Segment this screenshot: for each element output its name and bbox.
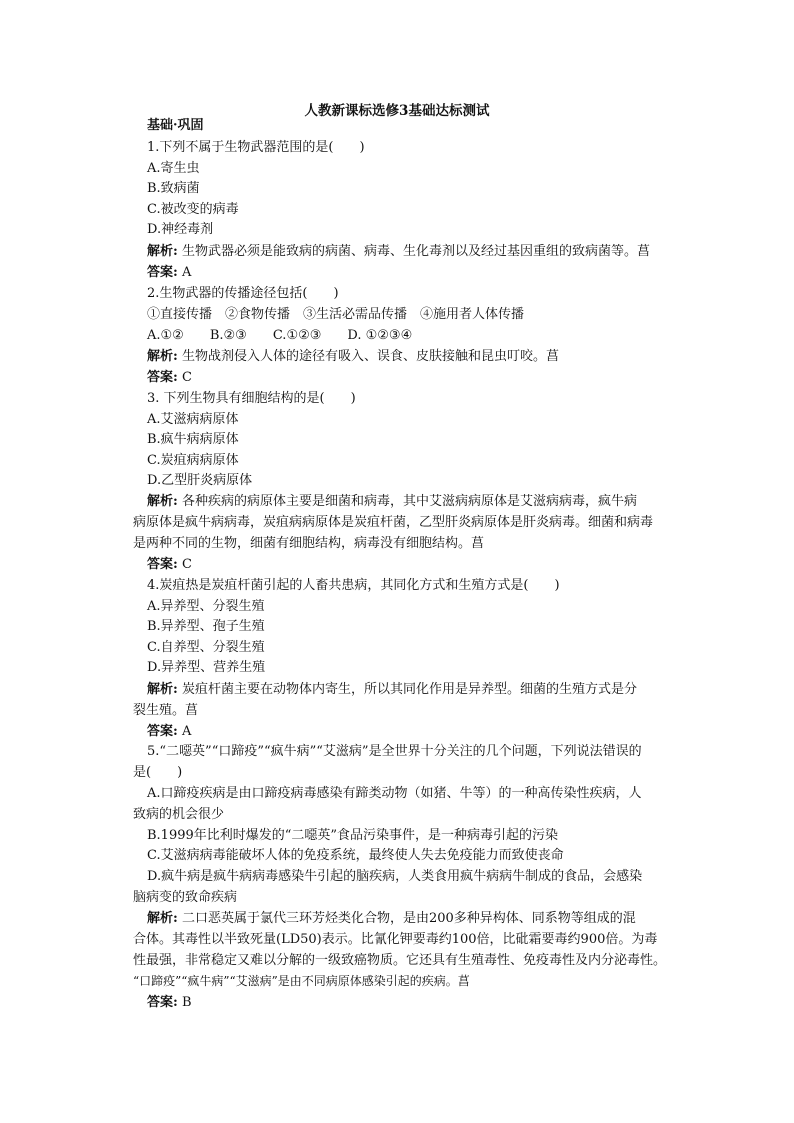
q3-analysis-line3: 是两种不同的生物，细菌有细胞结构，病毒没有细胞结构。菖	[133, 536, 485, 551]
q5-analysis-line1	[147, 911, 636, 927]
page-title: 人教新课标选修3基础达标测试	[304, 103, 490, 119]
q2-analysis-text: 生物战剂侵入人体的途径有吸入、误食、皮肤接触和昆虫叮咬。菖	[177, 349, 559, 364]
q4-analysis-line2: 裂生殖。菖	[133, 703, 199, 718]
q1-answer	[147, 265, 191, 281]
q3-analysis-line2: 病原体是疯牛病病毒，炭疽病病原体是炭疽杆菌，乙型肝炎病原体是肝炎病毒。细菌和病毒	[133, 515, 654, 530]
q1-option-c: C.被改变的病毒	[147, 202, 239, 217]
analysis-label: 解析:	[147, 682, 178, 697]
q5-stem-line1: 5.“二噁英”“口蹄疫”“疯牛病”“艾滋病”是全世界十分关注的几个问题，下列说法错误的	[147, 744, 642, 759]
q5-option-c: C.艾滋病病毒能破坏人体的免疫系统，最终使人失去免疫能力而致使丧命	[147, 848, 564, 863]
q3-option-b: B.疯牛病病原体	[147, 432, 239, 447]
q3-option-c: C.炭疽病病原体	[147, 453, 239, 468]
q4-option-a: A.异养型、分裂生殖	[147, 599, 265, 614]
q1-answer-value: A	[177, 265, 192, 280]
q4-analysis-text: 炭疽杆菌主要在动物体内寄生，所以其同化作用是异养型。细菌的生殖方式是分	[177, 682, 637, 697]
answer-label: 答案:	[147, 265, 178, 280]
answer-label: 答案:	[147, 724, 178, 739]
section-heading: 基础·巩固	[147, 118, 204, 133]
q5-answer-value: B	[177, 995, 192, 1010]
q5-analysis-text: 二口恶英属于氯代三环芳烃类化合物，是由200多种异构体、同系物等组成的混	[177, 911, 636, 926]
analysis-label: 解析:	[147, 349, 178, 364]
q2-stem: 2.生物武器的传播途径包括( )	[147, 286, 339, 301]
q4-analysis-line1	[147, 682, 637, 698]
answer-label: 答案:	[147, 995, 178, 1010]
q5-analysis-line3: 性最强，非常稳定又难以分解的一级致癌物质。它还具有生殖毒性、免疫毒性及内分泌毒性。	[133, 953, 667, 968]
q2-items: ①直接传播 ②食物传播 ③生活必需品传播 ④施用者人体传播	[147, 307, 525, 322]
q3-analysis-line1	[147, 494, 637, 510]
q4-stem: 4.炭疽热是炭疽杆菌引起的人畜共患病，其同化方式和生殖方式是( )	[147, 578, 560, 593]
q3-analysis-text: 各种疾病的病原体主要是细菌和病毒，其中艾滋病病原体是艾滋病病毒，疯牛病	[177, 494, 637, 509]
q5-answer	[147, 995, 192, 1011]
q1-option-b: B.致病菌	[147, 181, 200, 196]
q2-options: A.①② B.②③ C.①②③ D. ①②③④	[147, 328, 413, 343]
q3-stem: 3. 下列生物具有细胞结构的是( )	[147, 391, 356, 406]
q5-stem-line2: 是( )	[133, 765, 183, 780]
answer-label: 答案:	[147, 370, 178, 385]
answer-label: 答案:	[147, 557, 178, 572]
q1-analysis	[147, 244, 650, 260]
q5-analysis-line4: “口蹄疫”“疯牛病”“艾滋病”是由不同病原体感染引起的疾病。菖	[133, 974, 470, 988]
analysis-label: 解析:	[147, 244, 178, 259]
q4-option-d: D.异养型、营养生殖	[147, 660, 266, 675]
q2-analysis	[147, 349, 559, 365]
q2-answer	[147, 370, 192, 386]
q1-stem: 1.下列不属于生物武器范围的是( )	[147, 140, 365, 155]
q5-option-d-line2: 脑病变的致命疾病	[133, 890, 238, 905]
q1-analysis-text: 生物武器必须是能致病的病菌、病毒、生化毒剂以及经过基因重组的致病菌等。菖	[177, 244, 650, 259]
q1-option-a: A.寄生虫	[147, 161, 200, 176]
analysis-label: 解析:	[147, 911, 178, 926]
q5-analysis-line2: 合体。其毒性以半致死量(LD50)表示。比氰化钾要毒约100倍，比砒霜要毒约900倍。为毒	[133, 932, 658, 947]
q2-answer-value: C	[177, 370, 192, 385]
q5-option-a-line2: 致病的机会很少	[133, 807, 225, 822]
analysis-label: 解析:	[147, 494, 178, 509]
q4-answer	[147, 724, 191, 740]
q3-answer	[147, 557, 192, 573]
q3-answer-value: C	[177, 557, 192, 572]
q5-option-b: B.1999年比利时爆发的“二噁英”食品污染事件，是一种病毒引起的污染	[147, 828, 559, 843]
q3-option-a: A.艾滋病病原体	[147, 412, 239, 427]
q4-option-b: B.异养型、孢子生殖	[147, 619, 265, 634]
q3-option-d: D.乙型肝炎病原体	[147, 473, 253, 488]
q1-option-d: D.神经毒剂	[147, 222, 214, 237]
q4-answer-value: A	[177, 724, 192, 739]
q5-option-d-line1: D.疯牛病是疯牛病病毒感染牛引起的脑疾病，人类食用疯牛病病牛制成的食品，会感染	[147, 869, 643, 884]
q5-option-a-line1: A.口蹄疫疾病是由口蹄疫病毒感染有蹄类动物（如猪、牛等）的一种高传染性疾病，人	[147, 786, 642, 801]
q4-option-c: C.自养型、分裂生殖	[147, 640, 265, 655]
